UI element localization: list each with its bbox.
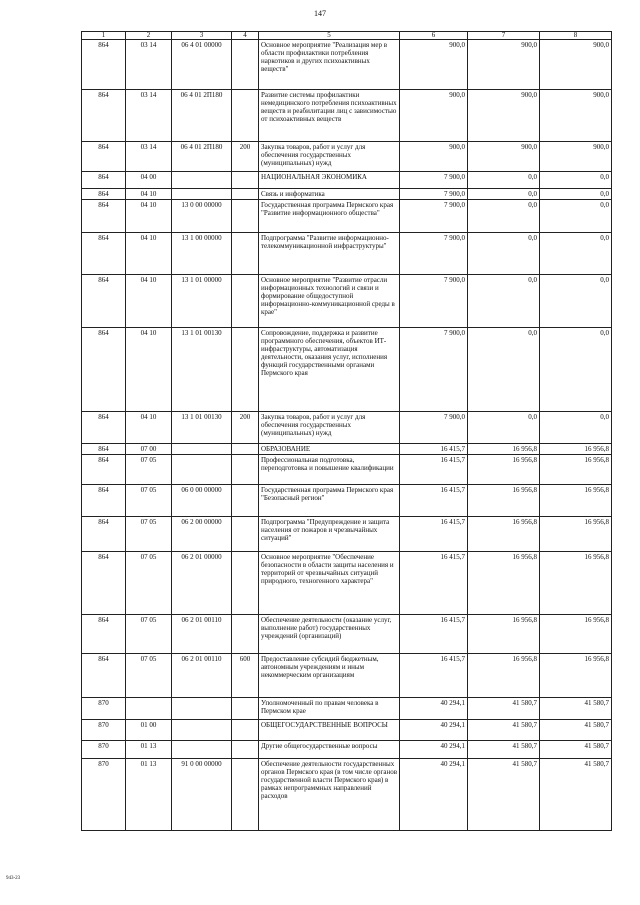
cell-col-1: 864: [82, 654, 126, 698]
column-header: 7: [468, 32, 540, 40]
table-row: [82, 698, 612, 720]
table-row: [82, 444, 612, 455]
table-row: [82, 275, 612, 328]
cell-col-4: [232, 275, 259, 328]
cell-col-6: 7 900,0: [400, 328, 468, 412]
cell-col-2: 07 05: [126, 455, 172, 485]
cell-col-6: 16 415,7: [400, 654, 468, 698]
cell-col-2: 07 05: [126, 615, 172, 654]
column-header: 3: [172, 32, 232, 40]
cell-col-1: 870: [82, 698, 126, 720]
cell-col-4: [232, 90, 259, 142]
cell-col-2: 04 00: [126, 172, 172, 189]
table-row: [82, 233, 612, 275]
cell-col-5: Подпрограмма "Предупреждение и защита населения от пожаров и чрезвычайных ситуаций": [259, 517, 400, 552]
cell-col-2: [126, 698, 172, 720]
table-row: [82, 40, 612, 90]
cell-col-5: Подпрограмма "Развитие информационно-телекоммуникационной инфраструктуры": [259, 233, 400, 275]
column-header: 4: [232, 32, 259, 40]
cell-col-3: [172, 444, 232, 455]
column-header: 8: [540, 32, 612, 40]
cell-col-8: 0,0: [540, 412, 612, 444]
cell-col-7: 16 956,8: [468, 552, 540, 615]
cell-col-7: 16 956,8: [468, 654, 540, 698]
cell-col-4: [232, 517, 259, 552]
cell-col-8: 16 956,8: [540, 444, 612, 455]
cell-col-1: 864: [82, 142, 126, 172]
table-row: [82, 172, 612, 189]
cell-col-3: [172, 698, 232, 720]
table-row: [82, 189, 612, 200]
cell-col-5: Государственная программа Пермского края "Безопасный регион": [259, 485, 400, 517]
table-row: [82, 328, 612, 412]
cell-col-8: 41 580,7: [540, 698, 612, 720]
cell-col-4: [232, 552, 259, 615]
cell-col-2: 03 14: [126, 142, 172, 172]
cell-col-6: 40 294,1: [400, 759, 468, 831]
cell-col-8: 900,0: [540, 142, 612, 172]
cell-col-7: 16 956,8: [468, 455, 540, 485]
cell-col-8: 0,0: [540, 233, 612, 275]
cell-col-6: 900,0: [400, 40, 468, 90]
table-row: [82, 654, 612, 698]
cell-col-4: [232, 233, 259, 275]
cell-col-1: 870: [82, 759, 126, 831]
cell-col-3: 06 2 01 00110: [172, 654, 232, 698]
cell-col-5: Обеспечение деятельности государственных органов Пермского края (в том числе органов государственной власти Пермского края) в рамках непрограммных направлений расходов: [259, 759, 400, 831]
cell-col-7: 41 580,7: [468, 759, 540, 831]
cell-col-3: [172, 741, 232, 759]
column-header: 6: [400, 32, 468, 40]
cell-col-6: 900,0: [400, 142, 468, 172]
cell-col-2: 04 10: [126, 328, 172, 412]
cell-col-8: 900,0: [540, 90, 612, 142]
cell-col-2: 03 14: [126, 40, 172, 90]
cell-col-5: Профессиональная подготовка, переподготовка и повышение квалификации: [259, 455, 400, 485]
table-row: [82, 615, 612, 654]
cell-col-4: 200: [232, 412, 259, 444]
cell-col-4: [232, 615, 259, 654]
table-row: [82, 720, 612, 741]
cell-col-7: 16 956,8: [468, 485, 540, 517]
cell-col-4: [232, 759, 259, 831]
cell-col-5: Закупка товаров, работ и услуг для обеспечения государственных (муниципальных) нужд: [259, 142, 400, 172]
cell-col-2: 01 00: [126, 720, 172, 741]
cell-col-3: [172, 172, 232, 189]
cell-col-6: 16 415,7: [400, 455, 468, 485]
cell-col-1: 864: [82, 517, 126, 552]
cell-col-5: Развитие системы профилактики немедицинского потребления психоактивных веществ и реабилитации лиц с зависимостью от психоактивных веществ: [259, 90, 400, 142]
cell-col-1: 864: [82, 40, 126, 90]
cell-col-8: 0,0: [540, 275, 612, 328]
cell-col-6: 7 900,0: [400, 412, 468, 444]
cell-col-5: НАЦИОНАЛЬНАЯ ЭКОНОМИКА: [259, 172, 400, 189]
column-header: 2: [126, 32, 172, 40]
cell-col-3: 13 1 01 00130: [172, 412, 232, 444]
cell-col-7: 0,0: [468, 275, 540, 328]
cell-col-7: 16 956,8: [468, 517, 540, 552]
cell-col-1: 864: [82, 615, 126, 654]
cell-col-1: 864: [82, 189, 126, 200]
cell-col-4: [232, 200, 259, 233]
cell-col-1: 864: [82, 412, 126, 444]
cell-col-6: 16 415,7: [400, 444, 468, 455]
cell-col-3: 06 2 01 00000: [172, 552, 232, 615]
cell-col-7: 900,0: [468, 142, 540, 172]
cell-col-6: 7 900,0: [400, 189, 468, 200]
cell-col-2: 01 13: [126, 741, 172, 759]
cell-col-1: 864: [82, 275, 126, 328]
cell-col-8: 0,0: [540, 172, 612, 189]
cell-col-8: 41 580,7: [540, 741, 612, 759]
cell-col-8: 900,0: [540, 40, 612, 90]
cell-col-6: 7 900,0: [400, 233, 468, 275]
cell-col-3: 91 0 00 00000: [172, 759, 232, 831]
cell-col-5: Обеспечение деятельности (оказание услуг, выполнение работ) государственных учреждений (организаций): [259, 615, 400, 654]
cell-col-3: [172, 720, 232, 741]
cell-col-3: 06 4 01 2П180: [172, 142, 232, 172]
cell-col-6: 16 415,7: [400, 485, 468, 517]
cell-col-1: 864: [82, 455, 126, 485]
cell-col-1: 864: [82, 90, 126, 142]
cell-col-2: 04 10: [126, 200, 172, 233]
cell-col-7: 16 956,8: [468, 615, 540, 654]
cell-col-3: 06 2 00 00000: [172, 517, 232, 552]
cell-col-5: Другие общегосударственные вопросы: [259, 741, 400, 759]
cell-col-3: 06 4 01 2П180: [172, 90, 232, 142]
budget-table: [81, 31, 612, 831]
cell-col-2: 07 00: [126, 444, 172, 455]
footer-code: 943-23: [6, 876, 21, 881]
table-row: [82, 485, 612, 517]
cell-col-8: 0,0: [540, 200, 612, 233]
cell-col-2: 04 10: [126, 412, 172, 444]
header-row: [82, 32, 612, 40]
cell-col-1: 864: [82, 485, 126, 517]
cell-col-4: [232, 455, 259, 485]
cell-col-1: 864: [82, 444, 126, 455]
cell-col-3: [172, 455, 232, 485]
cell-col-1: 864: [82, 328, 126, 412]
cell-col-3: 06 0 00 00000: [172, 485, 232, 517]
cell-col-4: [232, 328, 259, 412]
table-row: [82, 759, 612, 831]
cell-col-6: 40 294,1: [400, 698, 468, 720]
cell-col-4: [232, 172, 259, 189]
cell-col-5: Связь и информатика: [259, 189, 400, 200]
cell-col-2: 03 14: [126, 90, 172, 142]
cell-col-4: [232, 741, 259, 759]
cell-col-8: 16 956,8: [540, 455, 612, 485]
cell-col-7: 16 956,8: [468, 444, 540, 455]
cell-col-7: 900,0: [468, 90, 540, 142]
cell-col-1: 864: [82, 552, 126, 615]
cell-col-4: [232, 189, 259, 200]
cell-col-8: 0,0: [540, 189, 612, 200]
cell-col-8: 16 956,8: [540, 615, 612, 654]
cell-col-7: 0,0: [468, 200, 540, 233]
table-row: [82, 741, 612, 759]
cell-col-2: 04 10: [126, 189, 172, 200]
table-row: [82, 200, 612, 233]
cell-col-5: Основное мероприятие "Развитие отрасли информационных технологий и связи и формирование общедоступной информационно-коммуникационной среды в крае": [259, 275, 400, 328]
cell-col-8: 41 580,7: [540, 720, 612, 741]
cell-col-2: 04 10: [126, 275, 172, 328]
cell-col-2: 07 05: [126, 517, 172, 552]
cell-col-7: 0,0: [468, 189, 540, 200]
cell-col-5: Основное мероприятие "Обеспечение безопасности в области защиты населения и территорий от чрезвычайных ситуаций природного, техногенного характера": [259, 552, 400, 615]
cell-col-8: 0,0: [540, 328, 612, 412]
cell-col-5: Сопровождение, поддержка и развитие программного обеспечения, объектов ИТ-инфраструктуры, автоматизация деятельности, оказания услуг, исполнения функций государственными органами Пермского края: [259, 328, 400, 412]
cell-col-2: 04 10: [126, 233, 172, 275]
column-header: 1: [82, 32, 126, 40]
cell-col-6: 16 415,7: [400, 552, 468, 615]
cell-col-6: 40 294,1: [400, 720, 468, 741]
cell-col-5: Государственная программа Пермского края "Развитие информационного общества": [259, 200, 400, 233]
cell-col-7: 41 580,7: [468, 720, 540, 741]
table-row: [82, 90, 612, 142]
cell-col-4: 200: [232, 142, 259, 172]
cell-col-3: 13 1 01 00000: [172, 275, 232, 328]
cell-col-6: 16 415,7: [400, 615, 468, 654]
cell-col-1: 864: [82, 200, 126, 233]
cell-col-7: 900,0: [468, 40, 540, 90]
cell-col-6: 7 900,0: [400, 172, 468, 189]
cell-col-1: 864: [82, 172, 126, 189]
cell-col-6: 7 900,0: [400, 275, 468, 328]
cell-col-1: 870: [82, 720, 126, 741]
table-row: [82, 552, 612, 615]
cell-col-2: 07 05: [126, 654, 172, 698]
cell-col-6: 7 900,0: [400, 200, 468, 233]
cell-col-4: [232, 720, 259, 741]
cell-col-7: 0,0: [468, 412, 540, 444]
cell-col-3: 06 2 01 00110: [172, 615, 232, 654]
cell-col-8: 16 956,8: [540, 485, 612, 517]
cell-col-3: 13 0 00 00000: [172, 200, 232, 233]
table-row: [82, 455, 612, 485]
cell-col-6: 900,0: [400, 90, 468, 142]
cell-col-6: 16 415,7: [400, 517, 468, 552]
cell-col-1: 870: [82, 741, 126, 759]
cell-col-5: Уполномоченный по правам человека в Пермском крае: [259, 698, 400, 720]
column-header: 5: [259, 32, 400, 40]
cell-col-8: 41 580,7: [540, 759, 612, 831]
cell-col-4: [232, 444, 259, 455]
page-number: 147: [314, 9, 326, 18]
cell-col-7: 41 580,7: [468, 741, 540, 759]
cell-col-5: ОБЩЕГОСУДАРСТВЕННЫЕ ВОПРОСЫ: [259, 720, 400, 741]
cell-col-8: 16 956,8: [540, 517, 612, 552]
cell-col-3: 06 4 01 00000: [172, 40, 232, 90]
cell-col-4: [232, 40, 259, 90]
cell-col-7: 0,0: [468, 172, 540, 189]
cell-col-4: 600: [232, 654, 259, 698]
cell-col-4: [232, 485, 259, 517]
table-row: [82, 142, 612, 172]
table-row: [82, 412, 612, 444]
cell-col-6: 40 294,1: [400, 741, 468, 759]
cell-col-4: [232, 698, 259, 720]
cell-col-5: ОБРАЗОВАНИЕ: [259, 444, 400, 455]
cell-col-2: 07 05: [126, 552, 172, 615]
cell-col-3: 13 1 00 00000: [172, 233, 232, 275]
cell-col-5: Предоставление субсидий бюджетным, автономным учреждениям и иным некоммерческим организациям: [259, 654, 400, 698]
cell-col-5: Основное мероприятие "Реализация мер в области профилактики потребления наркотиков и других психоактивных веществ": [259, 40, 400, 90]
cell-col-2: 01 13: [126, 759, 172, 831]
table-row: [82, 517, 612, 552]
cell-col-5: Закупка товаров, работ и услуг для обеспечения государственных (муниципальных) нужд: [259, 412, 400, 444]
cell-col-1: 864: [82, 233, 126, 275]
cell-col-2: 07 05: [126, 485, 172, 517]
cell-col-3: [172, 189, 232, 200]
cell-col-7: 0,0: [468, 233, 540, 275]
cell-col-8: 16 956,8: [540, 654, 612, 698]
cell-col-7: 41 580,7: [468, 698, 540, 720]
cell-col-3: 13 1 01 00130: [172, 328, 232, 412]
cell-col-7: 0,0: [468, 328, 540, 412]
cell-col-8: 16 956,8: [540, 552, 612, 615]
